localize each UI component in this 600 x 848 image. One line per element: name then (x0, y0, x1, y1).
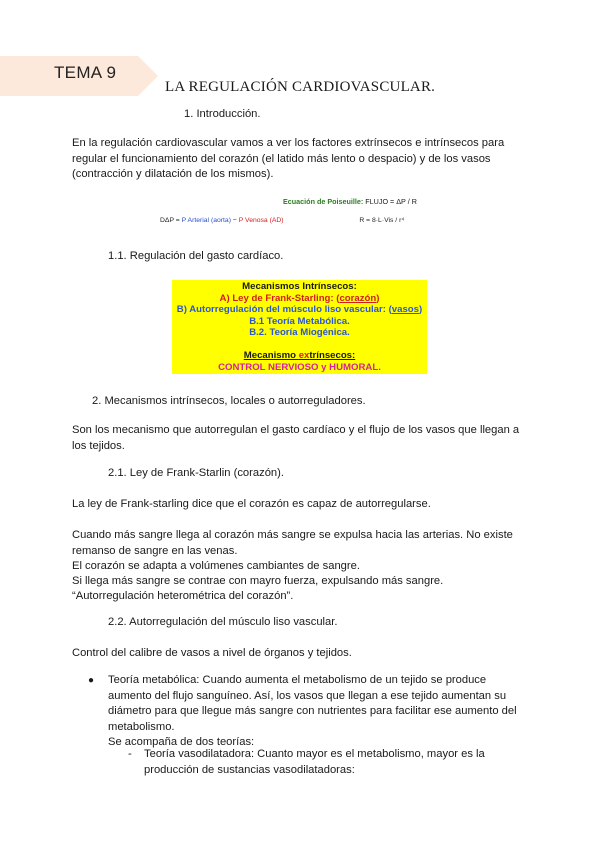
intrinsic-title: Mecanismos Intrínsecos: (242, 281, 357, 292)
frank-starling-detail-3: Si llega más sangre se contrae con mayro fuerza, expulsando más sangre. (72, 575, 444, 587)
nervous-humoral-line: CONTROL NERVIOSO y HUMORAL. (218, 361, 381, 373)
arterial-pressure: P Arterial (aorta) (181, 217, 231, 224)
frank-starling-line: A) Ley de Frank-Starling: (corazón) (219, 292, 380, 304)
mechanisms-box (172, 280, 427, 374)
dash-marker: - (128, 748, 132, 760)
metabolic-theory-line: B.1 Teoría Metabólica. (249, 315, 350, 327)
section-1-heading: 1. Introducción. (184, 108, 261, 120)
poiseuille-equation (283, 197, 417, 206)
frank-starling-detail-1: Cuando más sangre llega al corazón más sangre se expulsa hacia las arterias. No existe remanso de sangre en las venas. (72, 529, 513, 557)
metabolic-theory-note: Se acompaña de dos teorías: (108, 736, 255, 748)
page-title: LA REGULACIÓN CARDIOVASCULAR. (165, 79, 436, 95)
section-2-paragraph: Son los mecanismo que autorregulan el gasto cardíaco y el flujo de los vasos que llegan a los tejidos. (72, 424, 520, 452)
smooth-muscle-line: B) Autorregulación del músculo liso vascular: (vasos) (176, 304, 423, 316)
extrinsic-title: Mecanismo extrínsecos: (243, 349, 356, 361)
delta-p-label: DΔP = (160, 217, 182, 224)
resistance-formula: R = 8·L·Vis / r⁴ (359, 217, 405, 224)
frank-starling-detail-2: El corazón se adapta a volúmenes cambiantes de sangre. (72, 560, 360, 572)
section-1-1-heading: 1.1. Regulación del gasto cardíaco. (108, 250, 284, 262)
section-2-1-heading: 2.1. Ley de Frank-Starlin (corazón). (108, 467, 284, 479)
vasodilator-theory-item: Teoría vasodilatadora: Cuanto mayor es el metabolismo, mayor es la producción de sustancias vasodilatadoras: (144, 748, 485, 776)
minus-sign: − (230, 217, 239, 224)
tema-label: TEMA 9 (54, 63, 117, 82)
venous-pressure: P Venosa (AD) (238, 217, 284, 224)
flow-formula: FLUJO = ΔP / R (365, 197, 417, 206)
intro-paragraph: En la regulación cardiovascular vamos a ver los factores extrínsecos e intrínsecos para regular el funcionamiento del corazón (el latido más lento o despacio) y de los vasos (contracción y dilatación de los mismos). (72, 137, 505, 181)
poiseuille-label: Ecuación de Poiseuille: (283, 197, 364, 206)
myogenic-theory-line: B.2. Teoría Miogénica. (249, 327, 350, 339)
frank-starling-paragraph: La ley de Frank-starling dice que el corazón es capaz de autorregularse. (72, 498, 431, 510)
frank-starling-quote: “Autorregulación heterométrica del corazón”. (72, 590, 294, 602)
bullet-marker: ● (88, 675, 95, 686)
section-2-2-heading: 2.2. Autorregulación del músculo liso vascular. (108, 616, 338, 628)
metabolic-theory-item: Teoría metabólica: Cuando aumenta el metabolismo de un tejido se produce aumento del flujo sanguíneo. Así, los vasos que llegan a ese tejido aumentan su diámetro para que llegue más sangre con nutrientes para facilitar ese aumento del metabolismo. (108, 674, 517, 733)
pressure-resistance-equation (160, 217, 404, 224)
vessel-caliber-paragraph: Control del calibre de vasos a nivel de órganos y tejidos. (72, 647, 352, 659)
section-2-heading: 2. Mecanismos intrínsecos, locales o autorreguladores. (92, 395, 366, 407)
